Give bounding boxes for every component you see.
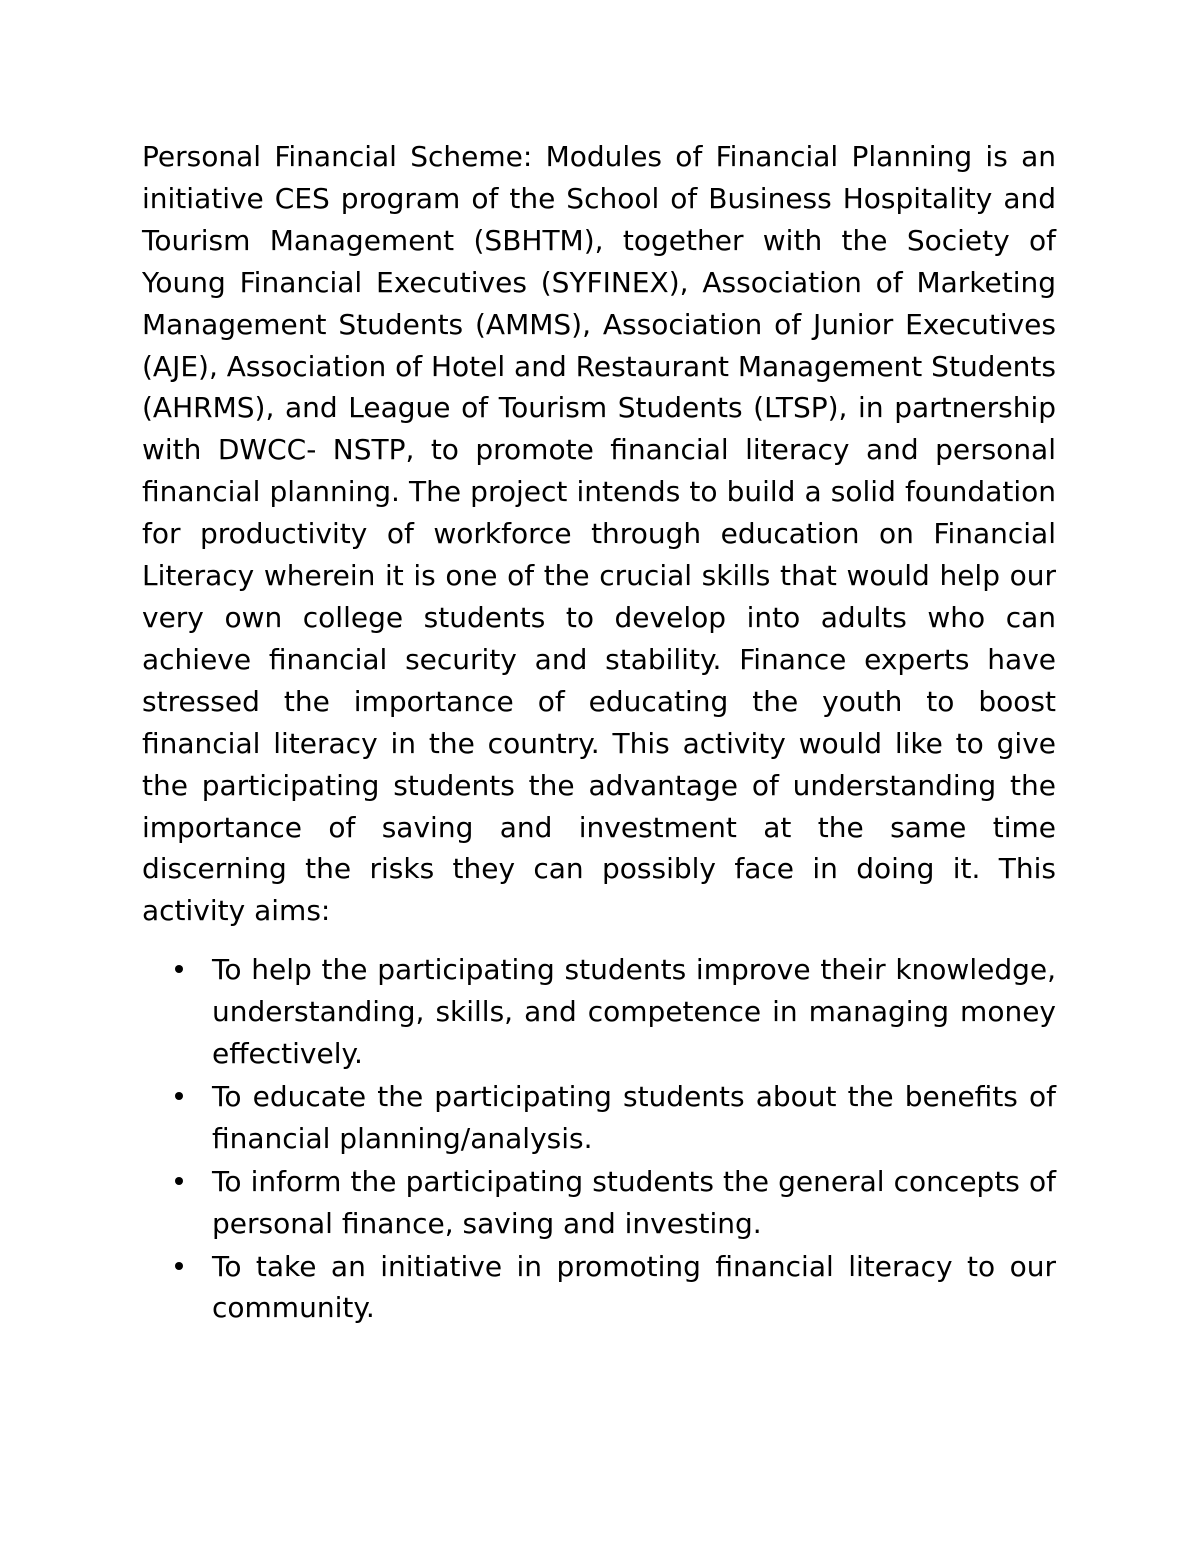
document-page: [142, 136, 1056, 1330]
list-item: [142, 1076, 1056, 1160]
aim-text: To help the participating students improve their knowledge, understanding, skills, and competence in managing money effectively.: [212, 953, 1056, 1071]
bullet-icon: [175, 1092, 183, 1100]
aim-text: To inform the participating students the general concepts of personal finance, saving and investing.: [212, 1164, 1056, 1240]
aims-list: [142, 949, 1056, 1329]
aim-text: To take an initiative in promoting financial literacy to our community.: [212, 1249, 1056, 1325]
aim-text: To educate the participating students about the benefits of financial planning/analysis.: [212, 1079, 1056, 1155]
bullet-icon: [175, 1262, 183, 1270]
intro-paragraph: Personal Financial Scheme: Modules of Financial Planning is an initiative CES program of the School of Business Hospitality and Tourism Management (SBHTM), together with the Society of Young Financial Executives (SYFINEX), Association of Marketing Management Students (AMMS), Association of Junior Executives (AJE), Association of Hotel and Restaurant Management Students (AHRMS), and League of Tourism Students (LTSP), in partnership with DWCC- NSTP, to promote financial literacy and personal financial planning. The project intends to build a solid foundation for productivity of workforce through education on Financial Literacy wherein it is one of the crucial skills that would help our very own college students to develop into adults who can achieve financial security and stability. Finance experts have stressed the importance of educating the youth to boost financial literacy in the country. This activity would like to give the participating students the advantage of understanding the importance of saving and investment at the same time discerning the risks they can possibly face in doing it. This activity aims:: [142, 140, 1056, 928]
bullet-icon: [175, 1177, 183, 1185]
bullet-icon: [175, 965, 183, 973]
list-item: [142, 1246, 1056, 1330]
list-item: [142, 1161, 1056, 1245]
list-item: [142, 949, 1056, 1075]
